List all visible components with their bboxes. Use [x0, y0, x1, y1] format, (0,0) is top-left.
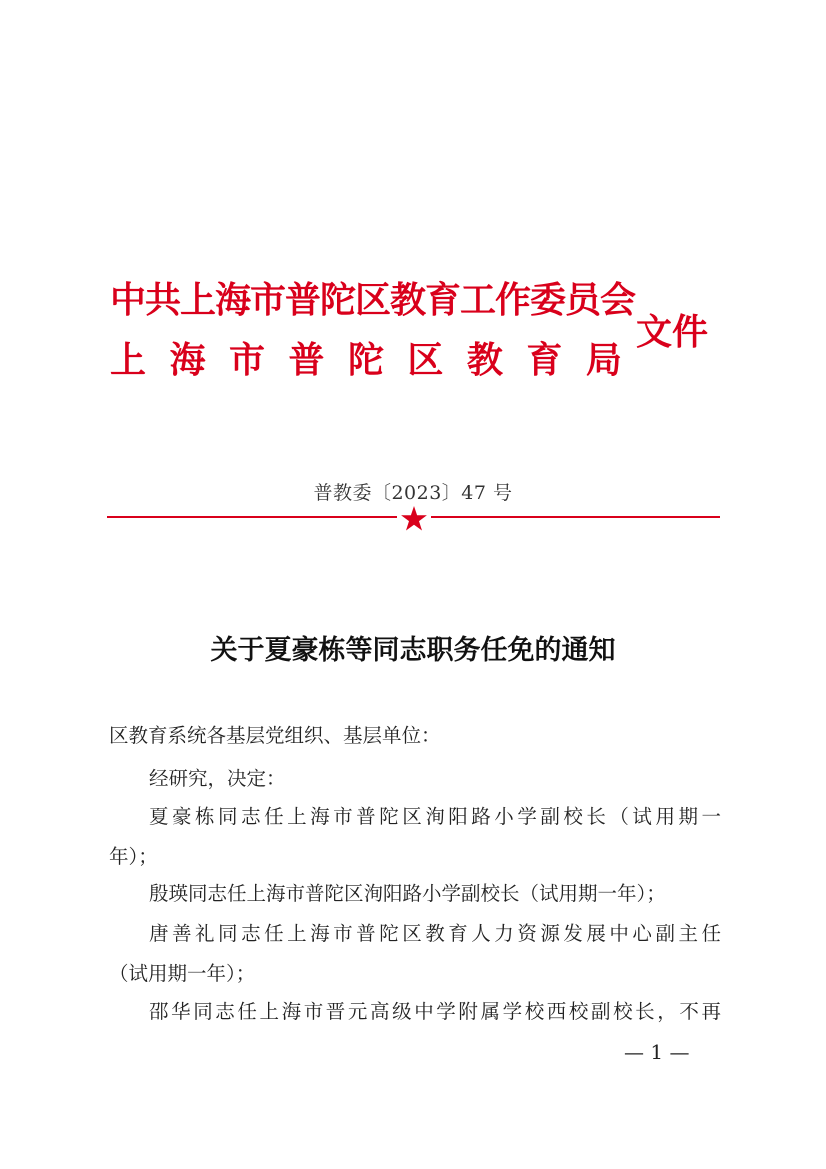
body-paragraph-line: （试用期一年）； — [109, 962, 256, 985]
page-number: — 1 — — [624, 1040, 690, 1064]
issuer-char: 上 — [110, 339, 147, 381]
salutation: 区教育系统各基层党组织、基层单位： — [109, 724, 441, 747]
header-divider-left — [107, 516, 397, 518]
body-paragraph-line: 夏豪栋同志任上海市普陀区洵阳路小学副校长（试用期一 — [149, 805, 721, 828]
body-paragraph-line: 唐善礼同志任上海市普陀区教育人力资源发展中心副主任 — [149, 922, 721, 945]
issuer-char: 陀 — [347, 339, 384, 381]
issuer-char: 普 — [288, 339, 325, 381]
issuer-name-party-committee: 中共上海市普陀区教育工作委员会 — [110, 279, 636, 321]
document-suffix: 文件 — [636, 311, 709, 353]
red-star-icon — [399, 504, 429, 534]
issuer-char: 市 — [228, 339, 265, 381]
body-paragraph: 殷瑛同志任上海市普陀区洵阳路小学副校长（试用期一年）； — [149, 882, 666, 905]
issuer-char: 局 — [585, 339, 622, 381]
body-paragraph-line: 年）； — [109, 845, 158, 868]
issuer-char: 区 — [407, 339, 444, 381]
header-divider-right — [431, 516, 720, 518]
issuer-char: 育 — [526, 339, 563, 381]
issuer-char: 海 — [169, 339, 206, 381]
body-paragraph-line: 邵华同志任上海市晋元高级中学附属学校西校副校长，不再 — [149, 1000, 721, 1023]
document-number: 普教委〔2023〕47 号 — [313, 482, 513, 504]
document-title: 关于夏豪栋等同志职务任免的通知 — [210, 635, 616, 666]
body-paragraph: 经研究，决定： — [149, 767, 286, 790]
issuer-char: 教 — [466, 339, 503, 381]
issuer-name-education-bureau — [110, 332, 622, 383]
